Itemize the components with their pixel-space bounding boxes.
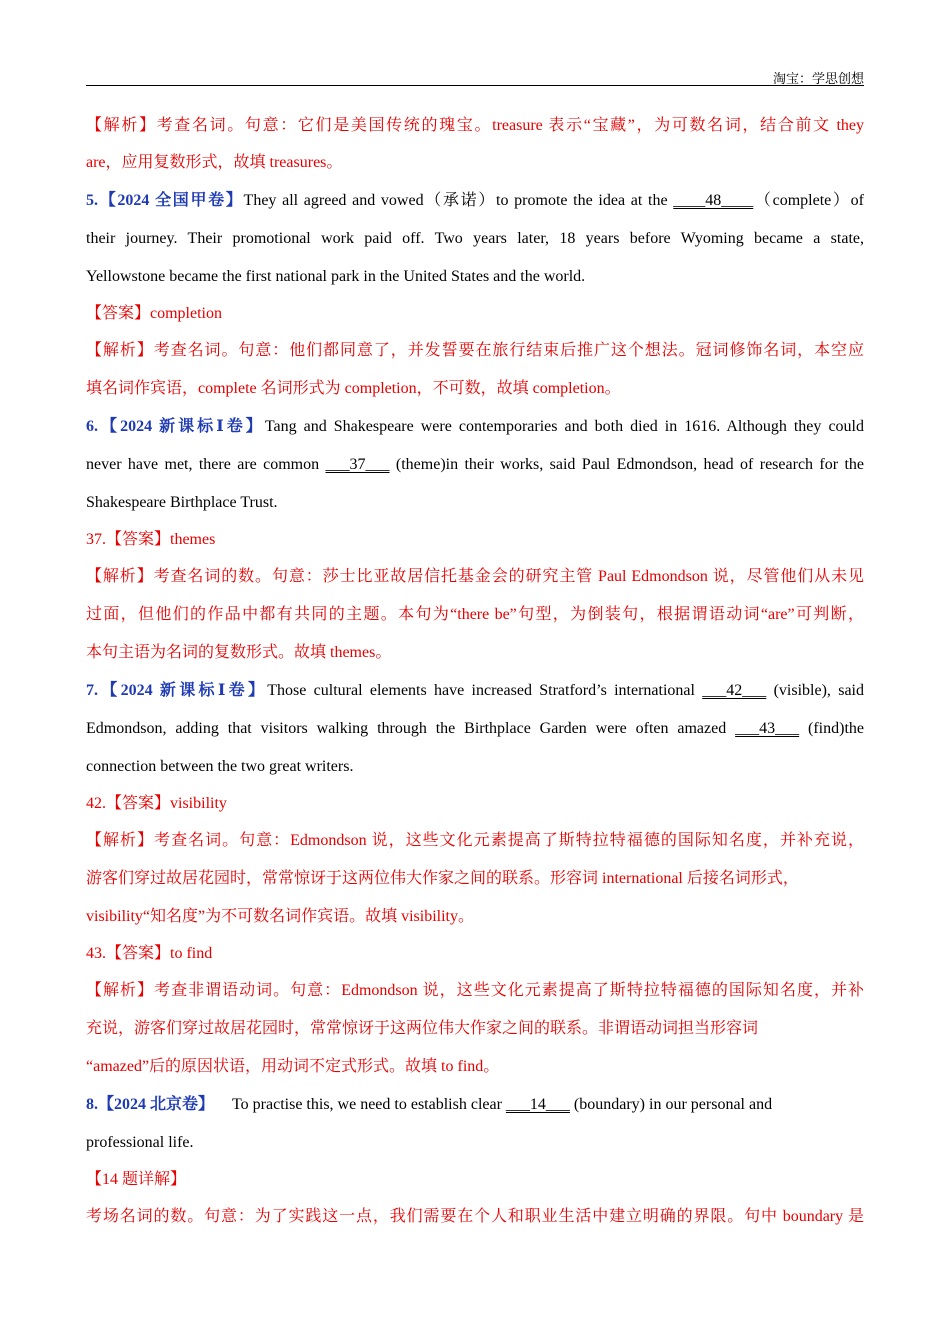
question-text-line: Yellowstone became the first national park in the United States and the world. [86,268,586,285]
header-rule [86,85,864,86]
question-8-line-1 [86,1086,864,1124]
analysis-line: 【解析】考查名词。句意：Edmondson 说，这些文化元素提高了斯特拉特福德的国际知名度，并补充说， [86,832,864,849]
question-6-line-1 [86,408,864,446]
question-6-source: 6.【2024 新课标Ⅰ卷】 [86,418,265,435]
question-text: To practise this, we need to establish clear [232,1096,506,1113]
blank-43: ___43___ [735,720,800,737]
analysis-line: 【解析】考查非谓语动词。句意：Edmondson 说，这些文化元素提高了斯特拉特福德的国际知名度，并补 [86,982,864,999]
analysis-line: 【解析】考查名词。句意：他们都同意了，并发誓要在旅行结束后推广这个想法。冠词修饰名词，本空应 [86,342,864,359]
question-text: Those cultural elements have increased Stratford’s international [267,682,703,699]
analysis-line: visibility“知名度”为不可数名词作宾语。故填 visibility。 [86,908,475,925]
analysis-line: 游客们穿过故居花园时，常常惊讶于这两位伟大作家之间的联系。形容词 international 后接名词形式， [86,870,799,887]
question-5-line-1 [86,182,864,220]
question-text-line: Shakespeare Birthplace Trust. [86,494,278,511]
question-7-line-1 [86,672,864,710]
question-6-line-2 [86,446,864,484]
analysis-line: 过面，但他们的作品中都有共同的主题。本句为“there be”句型，为倒装句，根据谓语动词“are”可判断， [86,606,864,623]
question-8-source: 8.【2024 北京卷】 [86,1096,215,1113]
blank-14: ___14___ [505,1096,570,1113]
question-7-line-2 [86,710,864,748]
question-text-line: connection between the two great writers. [86,758,354,775]
question-text: never have met, there are common [86,456,326,473]
analysis-line: are，应用复数形式，故填 treasures。 [86,154,343,171]
analysis-line: 本句主语为名词的复数形式。故填 themes。 [86,644,392,661]
question-text: Edmondson, adding that visitors walking through the Birthplace Garden were often amazed [86,720,736,737]
page-header [86,66,864,86]
header-title: 淘宝：学思创想 [772,71,864,86]
blank-37: ___37___ [325,456,390,473]
question-text: (theme)in their works, said Paul Edmondson, head of research for the [389,456,865,473]
question-text: （complete）of [753,192,864,209]
analysis-line: 【解析】考查名词。句意：它们是美国传统的瑰宝。treasure 表示“宝藏”，为可数名词，结合前文 they [86,117,864,134]
question-5-source: 5.【2024 全国甲卷】 [86,192,244,209]
analysis-line: 考场名词的数。句意：为了实践这一点，我们需要在个人和职业生活中建立明确的界限。句中 boundary 是 [86,1208,864,1225]
analysis-line: 充说，游客们穿过故居花园时，常常惊讶于这两位伟大作家之间的联系。非谓语动词担当形容词 [86,1020,759,1037]
analysis-line: 填名词作宾语，complete 名词形式为 completion，不可数，故填 completion。 [86,380,621,397]
question-text: (find)the [799,720,864,737]
answer-line: 42.【答案】visibility [86,795,227,812]
question-text: (visible), said [766,682,864,699]
question-text: They all agreed and vowed（承诺）to promote the idea at the [243,192,674,209]
question-7-source: 7.【2024 新课标Ⅰ卷】 [86,682,268,699]
question-text-line: their journey. Their promotional work paid off. Two years later, 18 years before Wyoming became a state, [86,230,864,247]
document-body [86,108,864,1236]
answer-line: 43.【答案】to find [86,945,213,962]
answer-heading: 【14 题详解】 [86,1171,187,1188]
question-text-line: professional life. [86,1134,194,1151]
question-text: (boundary) in our personal and [569,1096,773,1113]
blank-48: ____48____ [673,192,754,209]
answer-line: 37.【答案】themes [86,531,216,548]
blank-42: ___42___ [702,682,767,699]
question-text: Tang and Shakespeare were contemporaries and both died in 1616. Although they could [264,418,864,435]
answer-line: 【答案】completion [86,305,222,322]
analysis-line: 【解析】考查名词的数。句意：莎士比亚故居信托基金会的研究主管 Paul Edmondson 说，尽管他们从未见 [86,568,864,585]
analysis-line: “amazed”后的原因状语，用动词不定式形式。故填 to find。 [86,1058,500,1075]
